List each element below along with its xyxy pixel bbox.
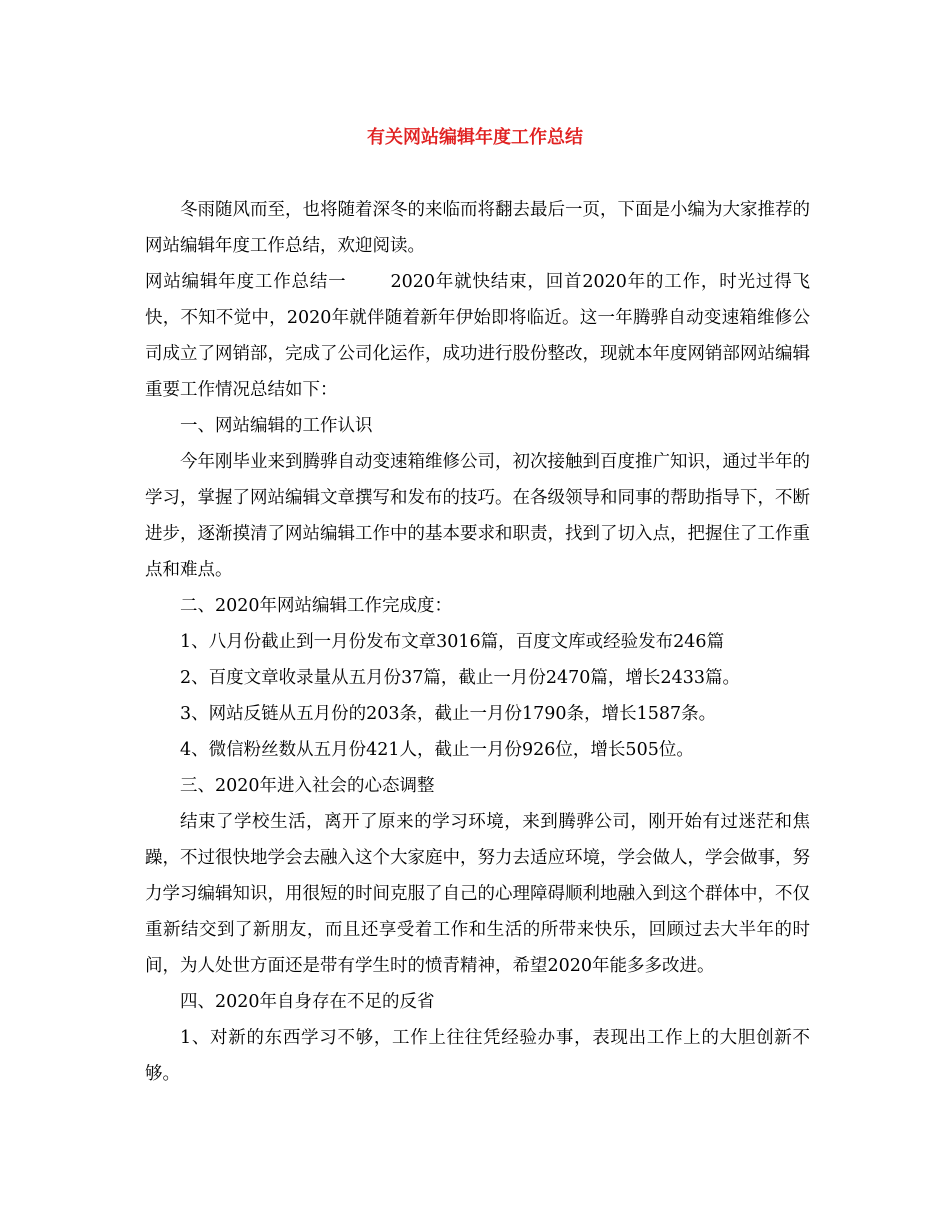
document-title: 有关网站编辑年度工作总结 — [367, 127, 583, 148]
heading-mindset: 三、2020年进入社会的心态调整 — [180, 776, 435, 796]
reflection-item-1: 1、对新的东西学习不够，工作上往往凭经验办事，表现出工作上的大胆创新不够。 — [145, 1028, 810, 1084]
completion-item-4: 4、微信粉丝数从五月份421人，截止一月份926位，增长505位。 — [180, 740, 694, 760]
heading-reflection: 四、2020年自身存在不足的反省 — [180, 992, 435, 1012]
paragraph-work-understanding: 今年刚毕业来到腾骅自动变速箱维修公司，初次接触到百度推广知识，通过半年的学习，掌握了网站编辑文章撰写和发布的技巧。在各级领导和同事的帮助指导下，不断进步，逐渐摸清了网站编辑工作中的基本要求和职责，找到了切入点，把握住了工作重点和难点。 — [145, 452, 810, 580]
paragraph-mindset: 结束了学校生活，离开了原来的学习环境，来到腾骅公司，刚开始有过迷茫和焦躁，不过很快地学会去融入这个大家庭中，努力去适应环境，学会做人，学会做事，努力学习编辑知识，用很短的时间克服了自己的心理障碍顺利地融入到这个群体中，不仅重新结交到了新朋友，而且还享受着工作和生活的所带来快乐，回顾过去大半年的时间，为人处世方面还是带有学生时的愤青精神，希望2020年能多多改进。 — [145, 812, 810, 976]
section-intro: 2020年就快结束，回首2020年的工作，时光过得飞快，不知不觉中，2020年就伴随着新年伊始即将临近。这一年腾骅自动变速箱维修公司成立了网销部，完成了公司化运作，成功进行股份整改，现就本年度网销部网站编辑重要工作情况总结如下： — [145, 272, 811, 400]
completion-item-3: 3、网站反链从五月份的203条，截止一月份1790条，增长1587条。 — [180, 704, 717, 724]
section-one-paragraph — [145, 264, 810, 408]
heading-completion: 二、2020年网站编辑工作完成度： — [180, 596, 453, 616]
section-heading: 网站编辑年度工作总结一 — [145, 272, 347, 292]
document-body — [145, 192, 810, 1092]
completion-item-1: 1、八月份截止到一月份发布文章3016篇，百度文库或经验发布246篇 — [180, 632, 725, 652]
heading-work-understanding: 一、网站编辑的工作认识 — [180, 416, 373, 436]
completion-item-2: 2、百度文章收录量从五月份37篇，截止一月份2470篇，增长2433篇。 — [180, 668, 740, 688]
intro-paragraph: 冬雨随风而至，也将随着深冬的来临而将翻去最后一页，下面是小编为大家推荐的网站编辑年度工作总结，欢迎阅读。 — [145, 200, 810, 256]
